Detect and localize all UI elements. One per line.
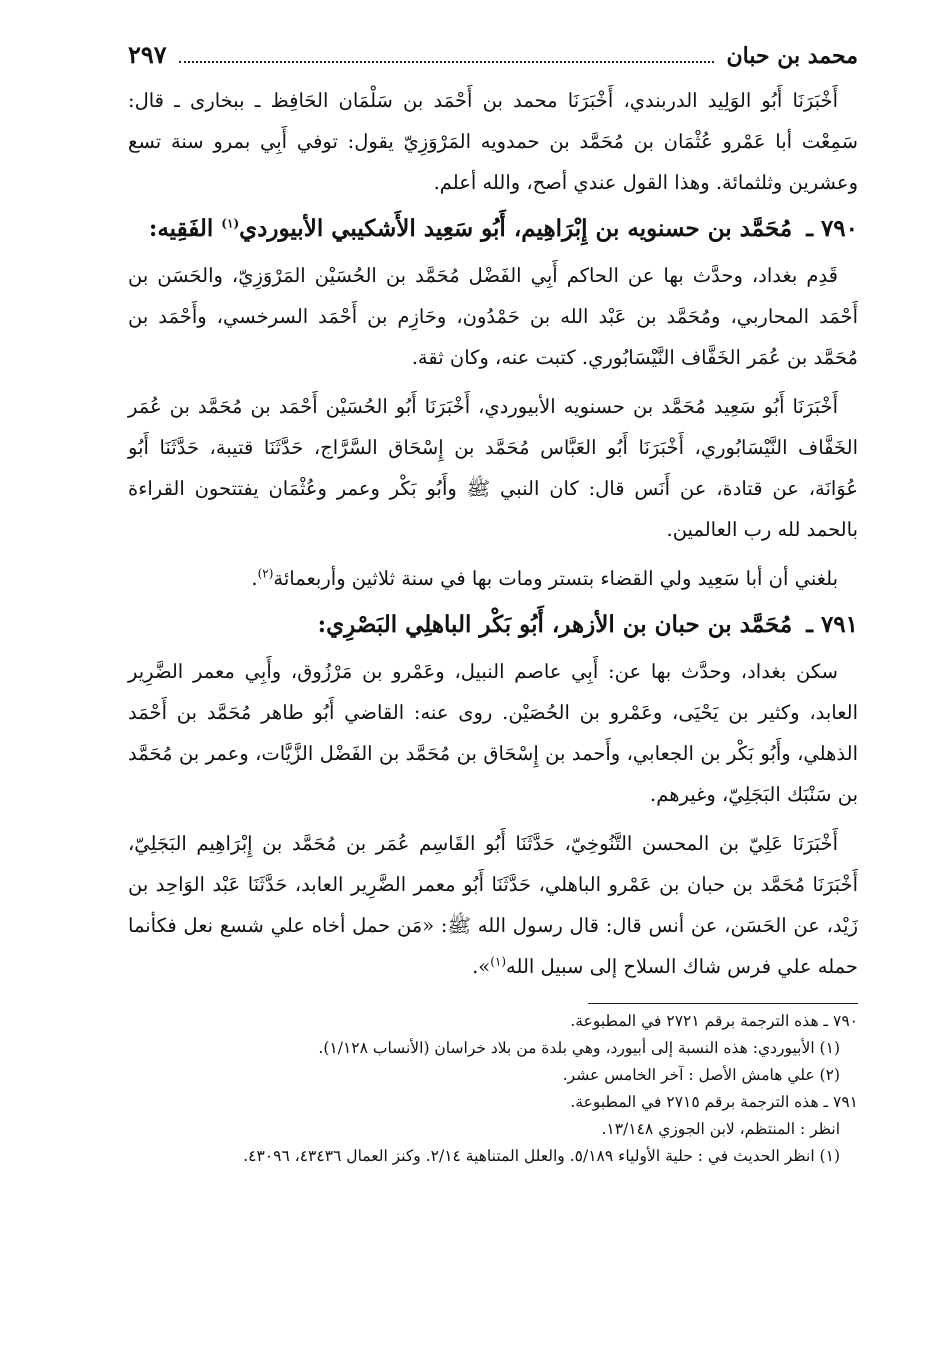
book-page: [128, 40, 858, 1350]
running-title: محمد بن حبان: [726, 43, 858, 69]
footnote-entry-790: ٧٩٠ ـ هذه الترجمة برقم ٢٧٢١ في المطبوعة.: [570, 1012, 858, 1030]
quote-end: ».: [472, 955, 491, 978]
entry-name-790: مُحَمَّد بن حسنويه بن إِبْرَاهِيم، أَبُو سَعِيد الأَشكيبي الأبيوردي: [239, 215, 793, 242]
footnotes: [128, 1008, 858, 1170]
footnote-separator: [588, 1003, 858, 1004]
footnote-reference-791: انظر : المنتظم، لابن الجوزي ١٣/١٤٨.: [601, 1120, 840, 1138]
hadith-paragraph-790: أَخْبَرَنَا أَبُو سَعِيد مُحَمَّد بن حسنويه الأبيوردي، أَخْبَرَنَا أَبُو الحُسَيْن أَحْمَد بن مُحَمَّد بن عُمَر الخَفَّاف النَّيْسَابُوري، أَخْبَرَنَا أَبُو العَبَّاس مُحَمَّد بن إِسْحَاق السَّرَّاج، حَدَّثَنَا قتيبة، حَدَّثَنَا أَبُو عُوَانَة، عن قتادة، عن أَنَس قال: كان النبي ﷺ وأَبُو بَكْر وعمر وعُثْمَان يفتتحون القراءة بالحمد لله رب العالمين.: [128, 395, 858, 541]
footnote-marker: (١): [490, 954, 507, 969]
footnote-2-790: (٢) علي هامش الأصل : آخر الخامس عشر.: [562, 1066, 840, 1084]
entry-heading-791: [128, 603, 858, 647]
entry-name-791: مُحَمَّد بن حبان بن الأزهر، أَبُو بَكْر الباهلِي البَصْرِي:: [317, 611, 793, 638]
footnote-1-791: (١) انظر الحديث في : حلية الأولياء ٥/١٨٩. والعلل المتناهية ٢/١٤. وكنز العمال ٤٣٤٣٦، ٤٣٠٩٦.: [243, 1147, 840, 1165]
footnote-marker: (٢): [257, 566, 274, 581]
biography-paragraph-791: سكن بغداد، وحدَّث بها عن: أَبِي عاصم النبيل، وعَمْرو بن مَرْزُوق، وأَبِي معمر الضَّرِير العابد، وكثير بن يَحْيَى، وعَمْرو بن الحُصَيْن. روى عنه: القاضي أَبُو طاهر مُحَمَّد بن أَحْمَد الذهلي، وأَبُو بَكْر بن الجعابي، وأَحمد بن إِسْحَاق بن مُحَمَّد بن الفَضْل الزَّيَّات، وعمر بن مُحَمَّد بن سَنْبَك البَجَلِيّ، وغيرهم.: [128, 660, 858, 806]
isnad-paragraph-1: أَخْبَرَنَا أَبُو الوَلِيد الدربندي، أَخْبَرَنَا محمد بن أَحْمَد بن سَلْمَان الحَافِظ ـ ببخارى ـ قال: سَمِعْت أبا عَمْرو عُثْمَان بن مُحَمَّد بن حمدويه المَرْوَزِيّ يقول: توفي أَبِي بمرو سنة تسع وعشرين وثلثمائة. وهذا القول عندي أصح، والله أعلم.: [128, 89, 858, 194]
death-note-text: بلغني أن أبا سَعِيد ولي القضاء بتستر ومات بها في سنة ثلاثين وأربعمائة: [273, 567, 838, 590]
page-number: ٢٩٧: [128, 40, 167, 69]
footnote-marker: (١): [221, 216, 240, 231]
entry-title-790: الفَقِيه:: [148, 215, 214, 242]
sentence-end: .: [251, 567, 258, 590]
header-dot-leader: [179, 61, 715, 63]
hadith-paragraph-791: [128, 823, 858, 987]
footnote-1-790: (١) الأبيوردي: هذه النسبة إلى أبيورد، وهي بلدة من بلاد خراسان (الأنساب ١/١٢٨).: [318, 1039, 840, 1057]
hadith-text: أَخْبَرَنَا عَلِيّ بن المحسن التَّنُوخِيّ، حَدَّثَنَا أَبُو القَاسِم عُمَر بن مُحَمَّد بن إِبْرَاهِيم البَجَلِيّ، أَخْبَرَنَا مُحَمَّد بن حبان بن عَمْرو الباهلي، حَدَّثَنَا أَبُو معمر الضَّرِير العابد، حَدَّثَنَا عَبْد الوَاحِد بن زَيْد، عن الحَسَن، عن أنس قال: قال رسول الله ﷺ: «مَن حمل أخاه علي شسع نعل فكأنما حمله علي فرس شاك السلاح إلى سبيل الله: [128, 832, 858, 978]
biography-paragraph-790: قَدِم بغداد، وحدَّث بها عن الحاكم أَبِي الفَضْل مُحَمَّد بن الحُسَيْن المَرْوَزِيّ، والحَسَن بن أَحْمَد المحاربي، ومُحَمَّد بن عَبْد الله بن حَمْدُون، وحَازِم بن أَحْمَد السرخسي، وأَحْمَد بن مُحَمَّد بن عُمَر الخَفَّاف النَّيْسَابُوري. كتبت عنه، وكان ثقة.: [128, 264, 858, 369]
death-note-paragraph: [128, 558, 858, 599]
footnote-entry-791: ٧٩١ ـ هذه الترجمة برقم ٢٧١٥ في المطبوعة.: [570, 1093, 858, 1111]
page-header: [128, 40, 858, 80]
entry-heading-790: [128, 207, 858, 251]
entry-number-791: ٧٩١ ـ: [806, 611, 858, 638]
entry-number-790: ٧٩٠ ـ: [806, 215, 858, 242]
